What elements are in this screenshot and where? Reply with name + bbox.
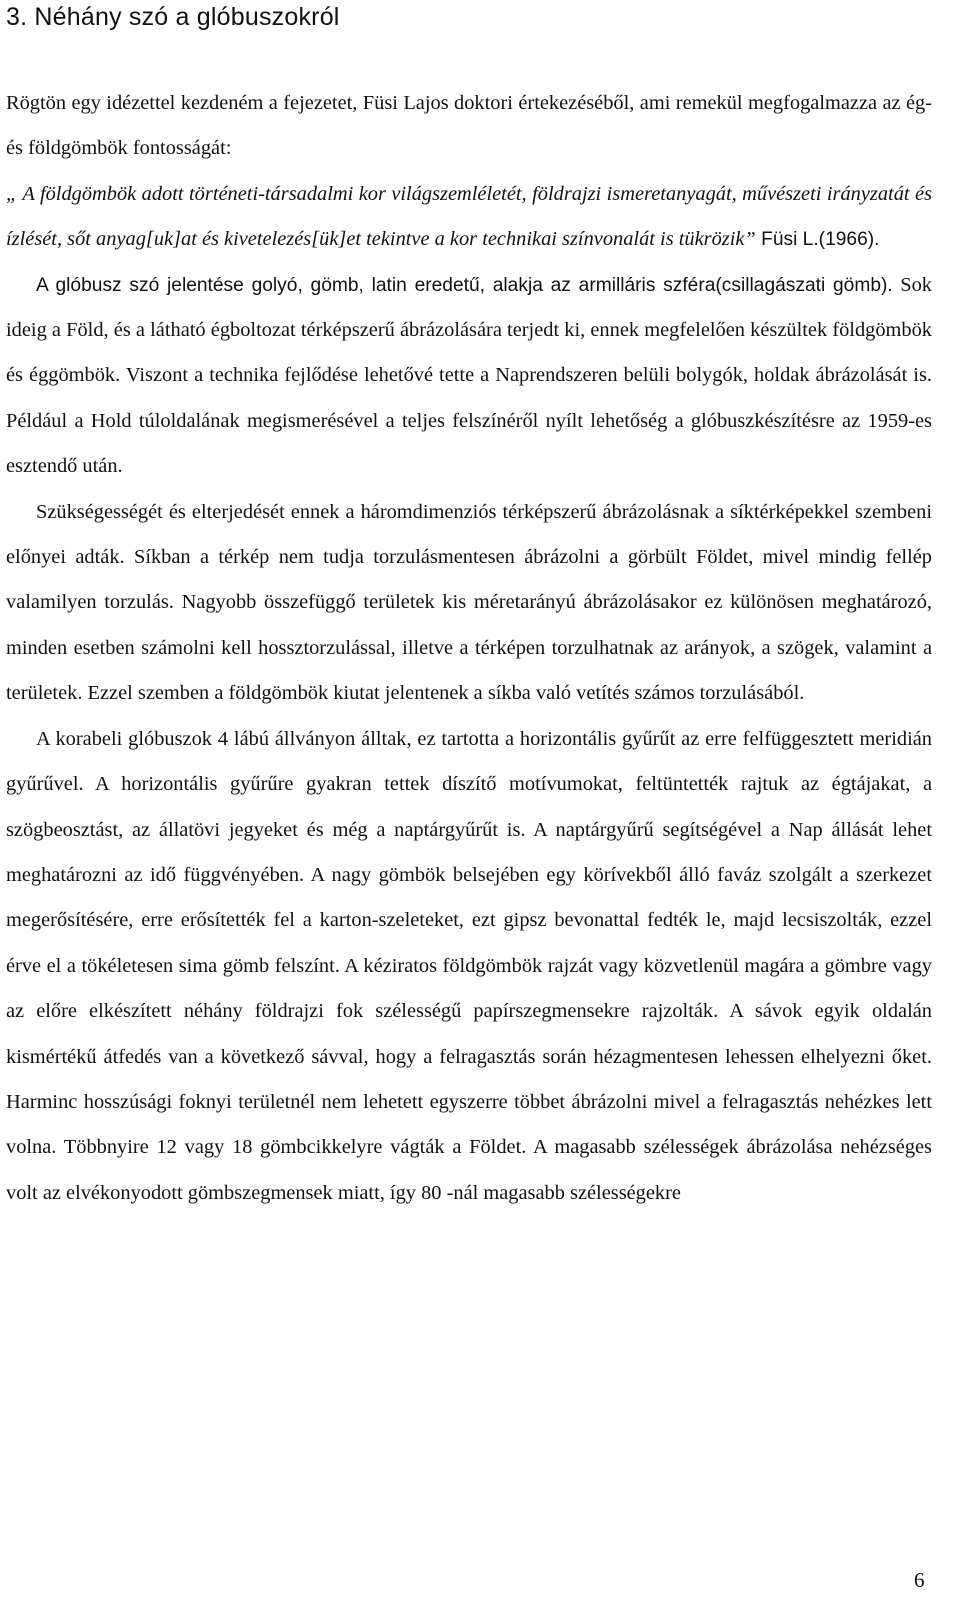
quote-citation: Füsi L.(1966). — [755, 229, 880, 251]
page-number: 6 — [914, 1568, 925, 1592]
intro-lead: Rögtön egy idézettel kezdeném a fejezetet, Füsi Lajos doktori értekezéséből, ami remekül megfogalmazza az ég- és földgömbök fontosságát: — [6, 92, 932, 160]
body-text — [6, 81, 932, 1216]
chapter-heading: 3. Néhány szó a glóbuszokról — [6, 3, 340, 31]
globe-history-text: Sok ideig a Föld, és a látható égboltozat térképszerű ábrázolására terjedt ki, ennek megfelelően készültek földgömbök és éggömbök. Viszont a technika fejlődése lehetővé tette a Naprendszeren belüli bolygók, holdak ábrázolását is. Például a Hold túloldalának megismerésével a teljes felszínéről nyílt lehetőség a glóbuszkészítésre az 1959-es esztendő után. — [6, 273, 932, 478]
intro-paragraph — [6, 81, 932, 263]
construction-paragraph: A korabeli glóbuszok 4 lábú állványon álltak, ez tartotta a horizontális gyűrűt az erre felfüggesztett meridián gyűrűvel. A horizontális gyűrűre gyakran tettek díszítő motívumokat, feltüntették rajtuk az égtájakat, a szögbeosztást, az állatövi jegyeket és még a naptárgyűrűt is. A naptárgyűrű segítségével a Nap állását lehet meghatározni az idő függvényében. A nagy gömbök belsejében egy körívekből álló faváz szolgált a szerkezet megerősítésére, erre erősítették fel a karton-szeleteket, ezt gipsz bevonattal fedték le, majd lecsiszolták, ezzel érve el a tökéletesen sima gömb felszínt. A kéziratos földgömbök rajzát vagy közvetlenül magára a gömbre vagy az előre elkészített néhány földrajzi fok szélességű papírszegmensekre rajzolták. A sávok egyik oldalán kismértékű átfedés van a következő sávval, hogy a felragasztás során hézagmentesen lehessen elhelyezni őket. Harminc hosszúsági foknyi területnél nem lehetett egyszerre többet ábrázolni mivel a felragasztás nehézkes lett volna. Többnyire 12 vagy 18 gömbcikkelyre vágták a Földet. A magasabb szélességek ábrázolása nehézséges volt az elvékonyodott gömbszegmensek miatt, így 80 -nál magasabb szélességekre — [6, 727, 932, 1204]
quote-part-2: chnikai színvonalát is tükrözik” — [496, 228, 756, 251]
advantages-paragraph: Szükségességét és elterjedését ennek a háromdimenziós térképszerű ábrázolásnak a síktérképekkel szembeni előnyei adták. Síkban a térkép nem tudja torzulásmentesen ábrázolni a görbült Földet, mivel mindig fellép valamilyen torzulás. Nagyobb összefüggő területek kis méretarányú ábrázolásakor ez különösen meghatározó, minden esetben számolni kell hossztorzulással, illetve a térképen torzulhatnak az arányok, a szögek, valamint a területek. Ezzel szemben a földgömbök kiutat jelentenek a síkba való vetítés számos torzulásából. — [6, 500, 932, 705]
globe-definition-sentence: A glóbusz szó jelentése golyó, gömb, latin eredetű, alakja az armilláris szféra(csillagászati gömb). — [36, 274, 893, 296]
quote-part-1: „ A földgömbök adott történeti-társadalmi kor világszemléletét, földrajzi ismeretanyagát, művészeti irányzatát és ízlését, sőt anyag[uk]at és kivetelezés[ük]et tekintve a kor te — [6, 182, 932, 251]
globe-definition-paragraph — [6, 263, 932, 490]
